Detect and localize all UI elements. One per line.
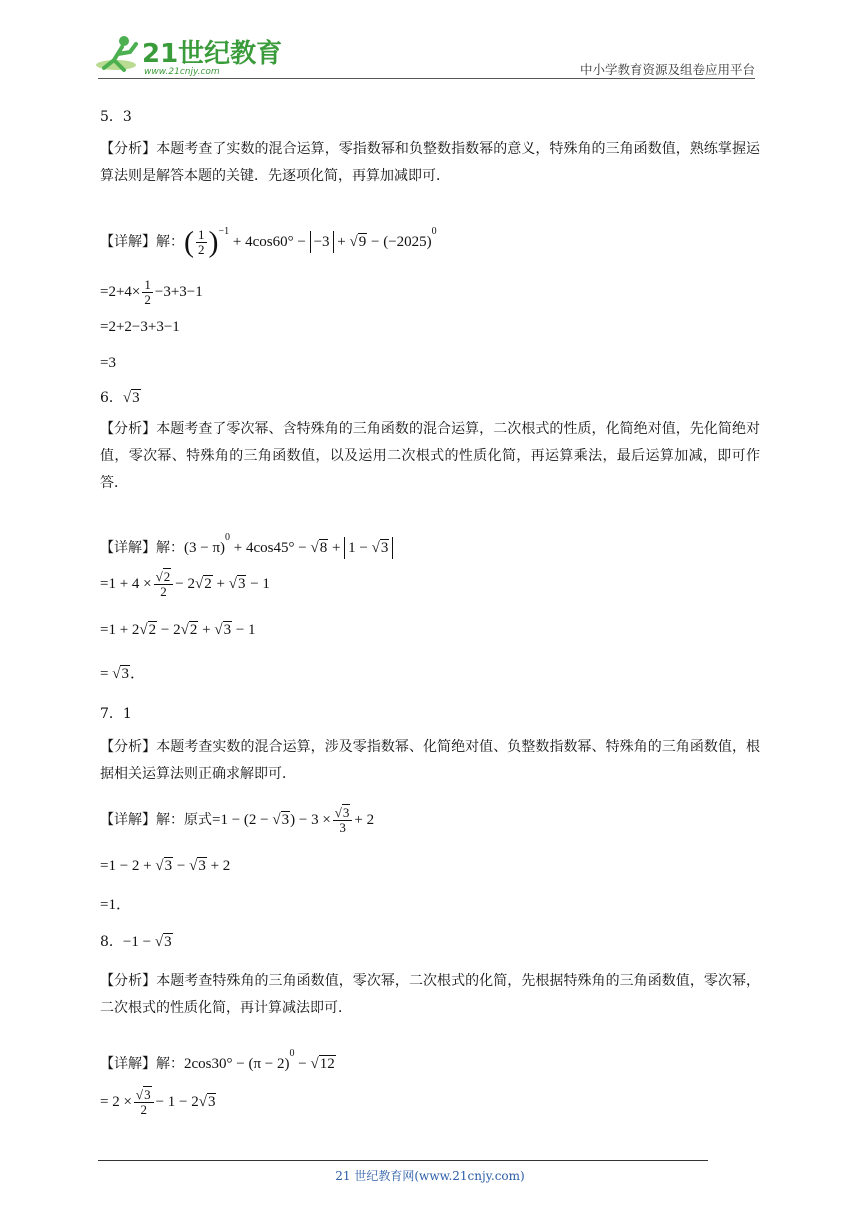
q6-detail-tag: 【详解】 xyxy=(100,540,156,556)
q6-step-2: =1 + 2√2 − 2√2 + √3 − 1 xyxy=(100,622,256,638)
header-divider xyxy=(98,78,755,79)
q7-detail-tag: 【详解】 xyxy=(100,811,156,828)
q7-answer: 7．1 xyxy=(100,706,132,722)
q6-detail-prefix: 解： xyxy=(156,540,184,556)
q5-analysis xyxy=(100,136,760,190)
q6-analysis-tag: 【分析】 xyxy=(100,421,157,437)
q8-analysis-text: 本题考查特殊角的三角函数值，零次幂，二次根式的化简，先根据特殊角的三角函数值，零次幂，二次根式的性质化简，再计算减法即可． xyxy=(100,973,761,1016)
q5-detail-prefix: 解： xyxy=(156,234,184,250)
site-logo xyxy=(94,32,283,78)
q5-detail xyxy=(100,222,437,258)
q5-analysis-text: 本题考查了实数的混合运算，零指数幂和负整数指数幂的意义，特殊角的三角函数值，熟练掌握运算法则是解答本题的关键．先逐项化简，再算加减即可． xyxy=(100,141,761,184)
q5-detail-tag: 【详解】 xyxy=(100,234,156,250)
q6-expression: $(3 - \pi)^0 + 4\cos 45^\circ - √8 + 1 - √3$ xyxy=(184,540,393,556)
q6-step-1: =1 + 4 × $\frac{√2}{2}$ − 2√2 + √3 − 1 xyxy=(100,569,270,599)
q7-step-1: =1 − 2 + √3 − √3 + 2 xyxy=(100,858,231,874)
q7-step-2: =1． xyxy=(100,897,131,913)
platform-name: 中小学教育资源及组卷应用平台 xyxy=(579,62,755,77)
svg-text:21世纪教育: 21世纪教育 xyxy=(142,39,283,69)
q8-detail-tag: 【详解】 xyxy=(100,1056,156,1072)
q7-analysis xyxy=(100,734,760,788)
q8-answer: 8．−1 − √3 xyxy=(100,934,172,950)
q5-step-2: =2+2−3+3−1 xyxy=(100,319,180,335)
q6-step-3: = √3． xyxy=(100,666,145,682)
footer-divider xyxy=(98,1160,708,1161)
q5-step-3: =3 xyxy=(100,355,116,371)
q6-detail xyxy=(100,528,393,559)
q8-expression: $2\cos 30^\circ - (\pi - 2)^0 - √12$ xyxy=(184,1048,335,1072)
q7-analysis-tag: 【分析】 xyxy=(100,739,157,755)
q7-detail xyxy=(100,806,374,835)
q8-step-1: = 2 × $\frac{√3}{2}$ − 1 − 2√3 xyxy=(100,1087,216,1117)
q7-detail-prefix: 解：原式 xyxy=(156,811,212,828)
q6-analysis xyxy=(100,416,760,497)
footer-link[interactable]: 21 世纪教育网(www.21cnjy.com) xyxy=(335,1169,525,1183)
q5-step-1: =2+4× $\frac{1}{2}$ −3+3−1 xyxy=(100,277,203,307)
q8-detail-prefix: 解： xyxy=(156,1056,184,1072)
page-header xyxy=(0,0,860,82)
q6-analysis-text: 本题考查了零次幂、含特殊角的三角函数的混合运算，二次根式的性质，化简绝对值，先化简绝对值，零次幂、特殊角的三角函数值，以及运用二次根式的性质化简，再运算乘法，最后运算加减，即可作答． xyxy=(100,421,761,491)
q5-expression: ( $\frac{1}{2}$ )$^{-1} + 4\cos 60^\circ - -3 + √9 - (-2025)^0$ xyxy=(184,225,437,259)
q8-analysis xyxy=(100,968,760,1022)
q7-expression: =1 − (2 − √3) − 3 × $\frac{√3}{3}$ + 2 xyxy=(212,805,375,835)
q8-analysis-tag: 【分析】 xyxy=(100,973,157,989)
q6-answer: 6．√3 xyxy=(100,390,140,406)
q7-analysis-text: 本题考查实数的混合运算，涉及零指数幂、化简绝对值、负整数指数幂、特殊角的三角函数值，根据相关运算法则正确求解即可． xyxy=(100,739,761,782)
q8-detail xyxy=(100,1044,336,1074)
q5-answer: 5．3 xyxy=(100,109,132,125)
svg-text:www.21cnjy.com: www.21cnjy.com xyxy=(144,67,220,77)
q5-analysis-tag: 【分析】 xyxy=(100,141,157,157)
